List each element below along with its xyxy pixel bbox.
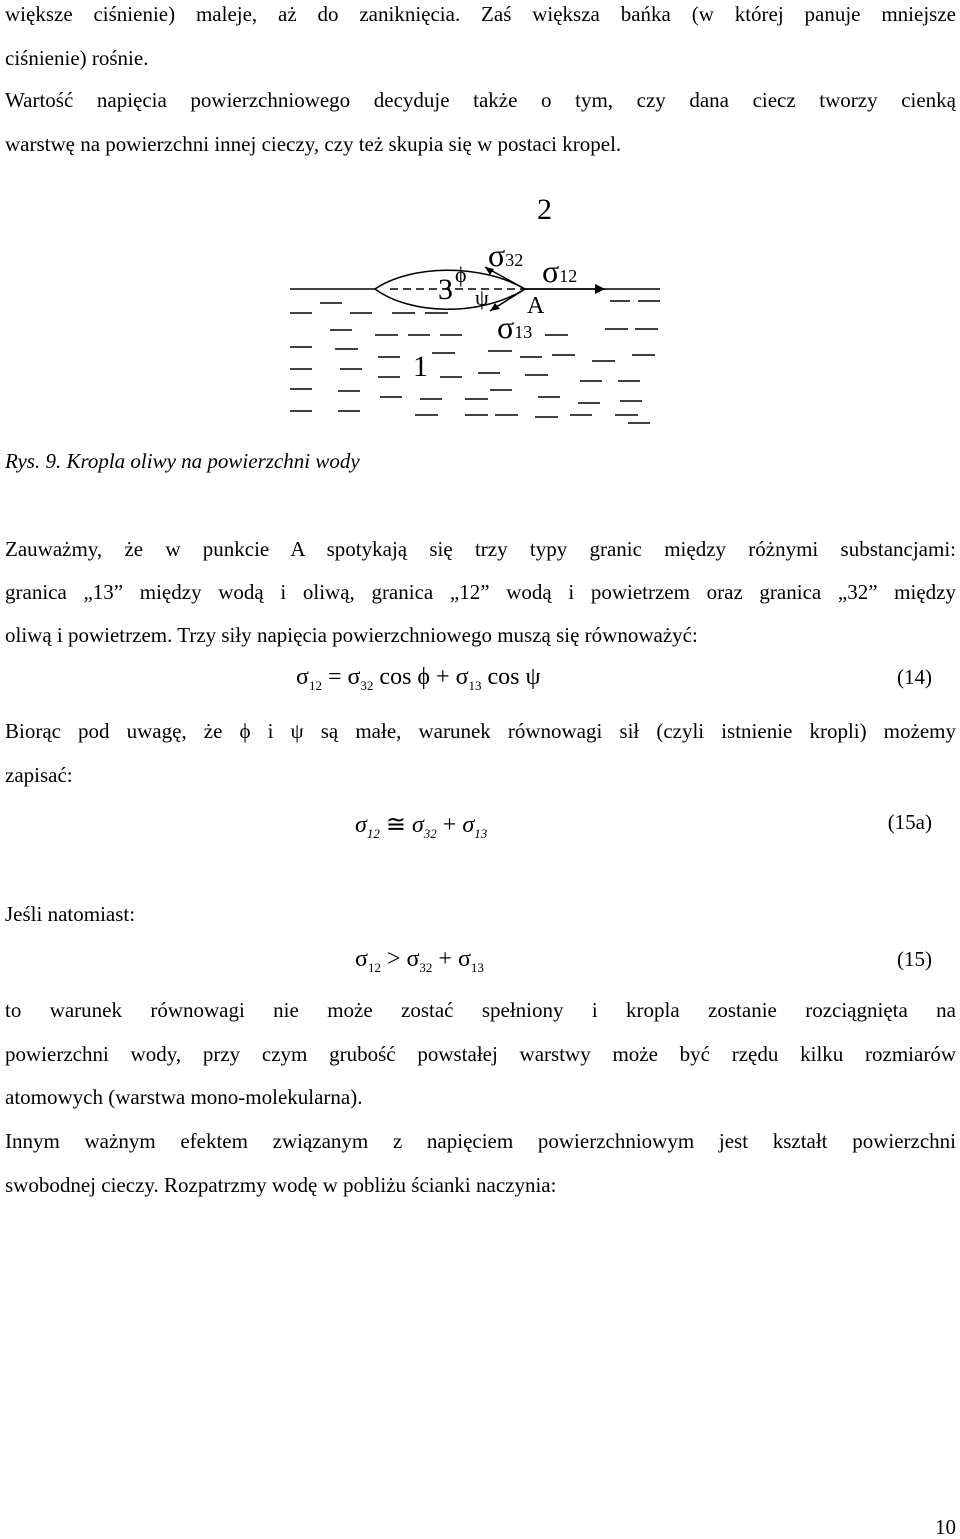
arrowhead-sigma-12 — [595, 284, 605, 294]
figure-caption: Rys. 9. Kropla oliwy na powierzchni wody — [5, 449, 360, 473]
psi-angle-label: ψ — [475, 285, 489, 310]
paragraph-6-line-3: atomowych (warstwa mono-molekularna). — [5, 1085, 363, 1109]
phi-angle-label: ϕ — [455, 262, 467, 287]
paragraph-4-line-1: Biorąc pod uwagę, że ϕ i ψ są małe, warunek równowagi sił (czyli istnienie kropli) możemy — [5, 719, 956, 743]
paragraph-6-line-1: to warunek równowagi nie może zostać spełniony i kropla zostanie rozciągnięta na — [5, 998, 956, 1022]
label-region-1: 1 — [413, 350, 428, 383]
equation-14: $\sigma_{12} = \sigma_{32}$ $\cos \phi + \sigma_{13}$ cos ψ — [296, 664, 541, 693]
paragraph-2-line-2: warstwę na powierzchni innej cieczy, czy też skupia się w postaci kropel. — [5, 132, 622, 156]
figure-oil-drop-diagram — [280, 185, 680, 430]
label-point-A: A — [527, 293, 545, 319]
equation-15a: $\sigma_{12}$ ≅ $\sigma_{32} + \sigma_{13}$ — [355, 812, 488, 841]
paragraph-1-line-2: ciśnienie) rośnie. — [5, 46, 149, 70]
paragraph-5-line-1: Jeśli natomiast: — [5, 902, 136, 926]
paragraph-1-line-1: większe ciśnienie) maleje, aż do zaniknięcia. Zaś większa bańka (w której panuje mniejsze — [5, 2, 956, 26]
paragraph-7-line-2: swobodnej cieczy. Rozpatrzmy wodę w pobliżu ścianki naczynia: — [5, 1173, 557, 1197]
water-dashes — [290, 301, 660, 423]
paragraph-3-line-2: granica „13” między wodą i oliwą, granica „12” wodą i powietrzem oraz granica „32” między — [5, 580, 956, 604]
paragraph-7-line-1: Innym ważnym efektem związanym z napięciem powierzchniowym jest kształt powierzchni — [5, 1129, 956, 1153]
equation-15: $\sigma_{12} > \sigma_{32} + \sigma_{13}$ — [355, 946, 484, 975]
label-sigma-32: σ32 — [488, 237, 524, 273]
equation-15-number: (15) — [897, 947, 932, 971]
paragraph-6-line-2: powierzchni wody, przy czym grubość powstałej warstwy może być rzędu kilku rozmiarów — [5, 1042, 956, 1066]
equation-14-number: (14) — [897, 665, 932, 689]
label-region-2: 2 — [537, 193, 552, 226]
paragraph-3-line-1: Zauważmy, że w punkcie A spotykają się trzy typy granic między różnymi substancjami: — [5, 537, 956, 561]
paragraph-3-line-3: oliwą i powietrzem. Trzy siły napięcia powierzchniowego muszą się równoważyć: — [5, 623, 698, 647]
paragraph-4-line-2: zapisać: — [5, 763, 73, 787]
equation-15a-number: (15a) — [887, 810, 932, 834]
label-region-3: 3 — [438, 273, 453, 306]
label-sigma-12: σ12 — [542, 253, 578, 289]
paragraph-2-line-1: Wartość napięcia powierzchniowego decyduje także o tym, czy dana ciecz tworzy cienką — [5, 88, 956, 112]
label-sigma-13: σ13 — [497, 309, 533, 345]
page-number: 10 — [935, 1515, 956, 1539]
